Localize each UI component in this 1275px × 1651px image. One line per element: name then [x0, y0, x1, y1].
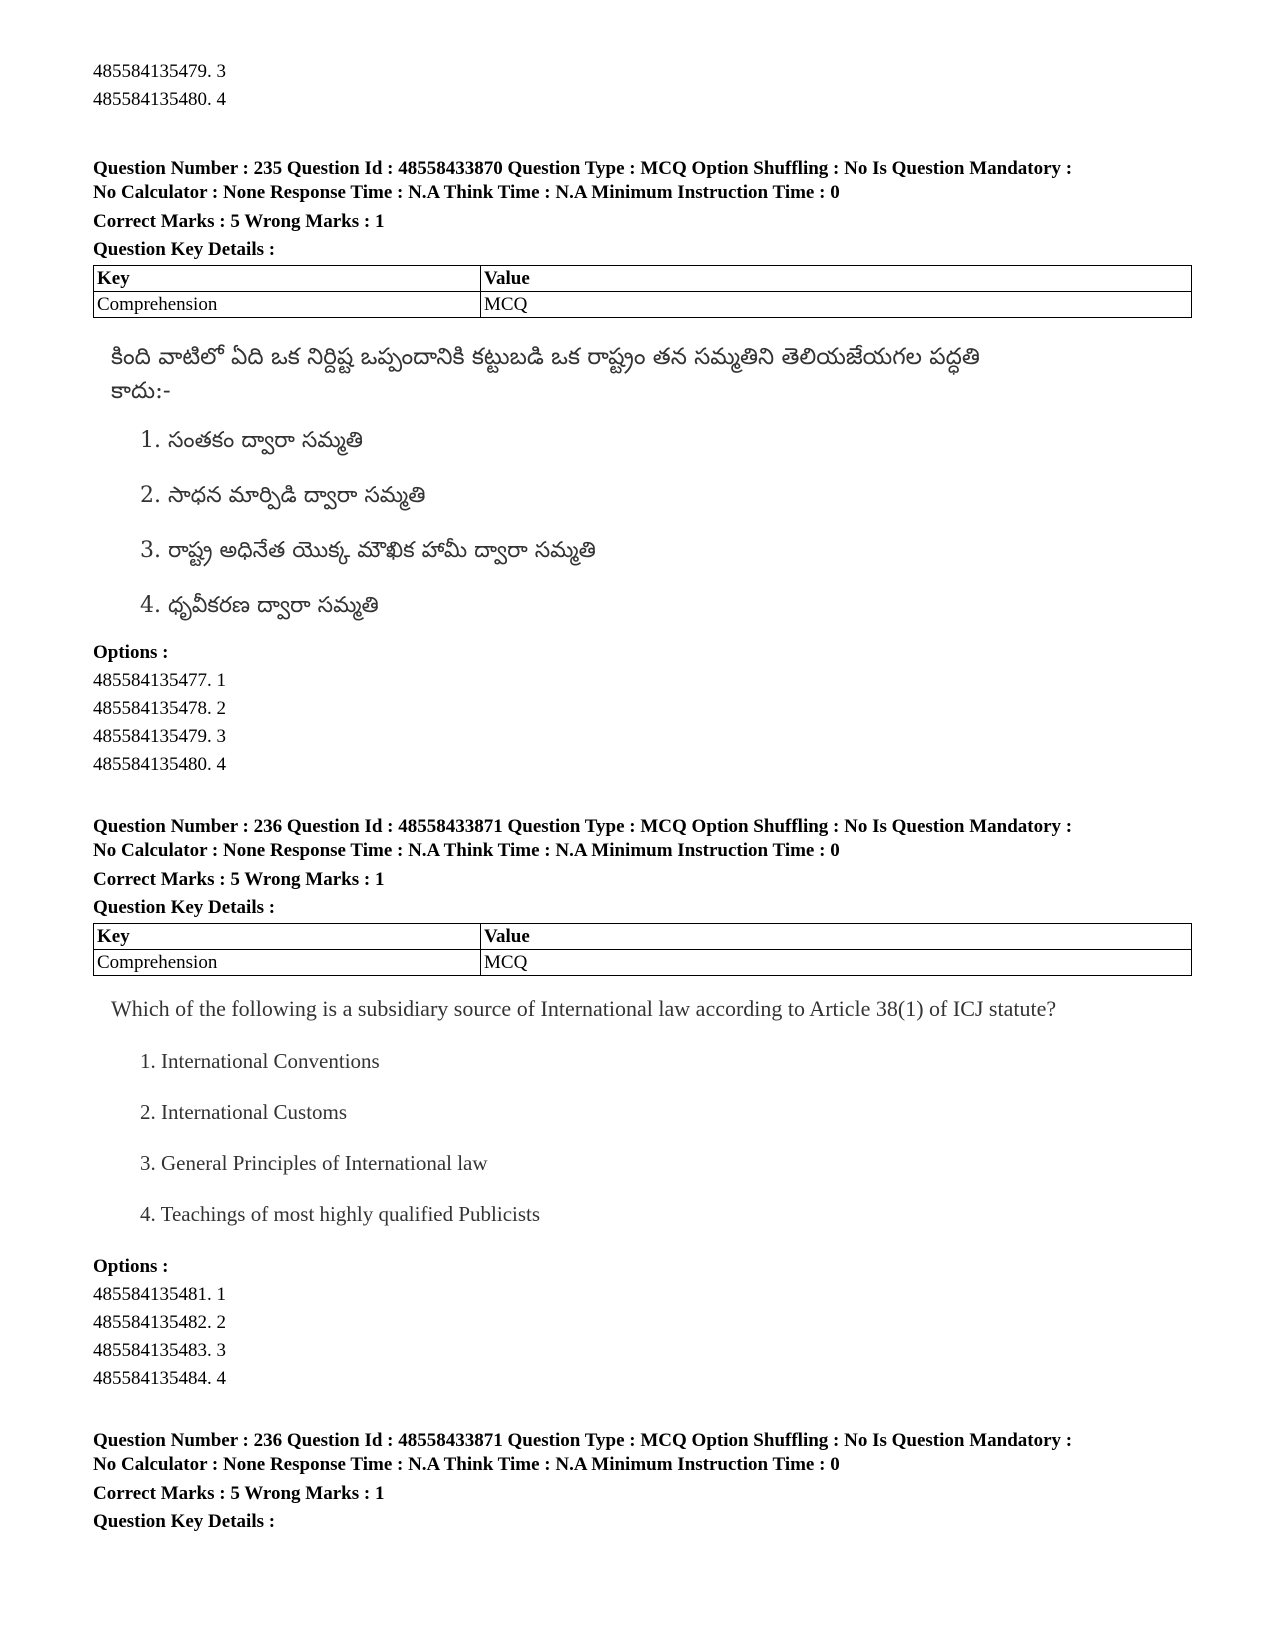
- key-header: Key: [94, 266, 481, 292]
- question-block-236-repeat: [93, 1429, 1193, 1536]
- question-block-236: [93, 815, 1193, 1393]
- choice: 1. International Conventions: [140, 1049, 380, 1073]
- option-id: 485584135481. 1: [93, 1284, 226, 1305]
- key-details-table: [93, 923, 1192, 976]
- table-header-row: [94, 924, 1192, 950]
- question-text: కింది వాటిలో ఏది ఒక నిర్దిష్ట ఒప్పందానికి కట్టుబడి ఒక రాష్ట్రం తన సమ్మతిని తెలియజేయగల పద్ధతి: [111, 344, 980, 370]
- marks: Correct Marks : 5 Wrong Marks : 1: [93, 1483, 385, 1504]
- table-row: [94, 292, 1192, 318]
- question-header-line1: Question Number : 236 Question Id : 48558433871 Question Type : MCQ Option Shuffling : No Is Question Mandatory :: [93, 1430, 1073, 1451]
- choice: 2. సాధన మార్పిడి ద్వారా సమ్మతి: [140, 483, 426, 508]
- option-id: 485584135480. 4: [93, 89, 226, 110]
- question-header-line1: Question Number : 235 Question Id : 48558433870 Question Type : MCQ Option Shuffling : No Is Question Mandatory :: [93, 158, 1073, 179]
- table-header-row: [94, 266, 1192, 292]
- key-header: Key: [94, 924, 481, 950]
- key-details-table: [93, 265, 1192, 318]
- question-image: [93, 340, 1193, 621]
- question-image: [93, 992, 1193, 1229]
- value-header: Value: [481, 266, 1192, 292]
- key-details-label: Question Key Details :: [93, 239, 276, 260]
- document-page: [93, 58, 1193, 1536]
- carryover-options: [93, 58, 1193, 114]
- question-text-cont: కాదు:-: [111, 378, 171, 404]
- value-header: Value: [481, 924, 1192, 950]
- option-id: 485584135479. 3: [93, 726, 226, 747]
- options-label: Options :: [93, 642, 169, 663]
- key-cell: Comprehension: [94, 292, 481, 318]
- question-header-line1: Question Number : 236 Question Id : 48558433871 Question Type : MCQ Option Shuffling : No Is Question Mandatory :: [93, 816, 1073, 837]
- value-cell: MCQ: [481, 950, 1192, 976]
- question-header-line2: No Calculator : None Response Time : N.A Think Time : N.A Minimum Instruction Time : 0: [93, 840, 840, 861]
- option-id: 485584135478. 2: [93, 698, 226, 719]
- key-cell: Comprehension: [94, 950, 481, 976]
- key-details-label: Question Key Details :: [93, 1511, 276, 1532]
- options-label: Options :: [93, 1256, 169, 1277]
- choice: 4. ధృవీకరణ ద్వారా సమ్మతి: [140, 593, 379, 618]
- choice: 3. రాష్ట్ర అధినేత యొక్క మౌఖిక హామీ ద్వారా సమ్మతి: [140, 538, 596, 563]
- marks: Correct Marks : 5 Wrong Marks : 1: [93, 211, 385, 232]
- question-block-235: [93, 157, 1193, 779]
- choice: 3. General Principles of International law: [140, 1151, 488, 1175]
- choice: 4. Teachings of most highly qualified Publicists: [140, 1202, 541, 1226]
- option-id: 485584135480. 4: [93, 754, 226, 775]
- value-cell: MCQ: [481, 292, 1192, 318]
- question-header-line2: No Calculator : None Response Time : N.A Think Time : N.A Minimum Instruction Time : 0: [93, 1454, 840, 1475]
- question-text: Which of the following is a subsidiary source of International law according to Article 38(1) of ICJ statute?: [111, 996, 1057, 1021]
- choice: 2. International Customs: [140, 1100, 348, 1124]
- choice: 1. సంతకం ద్వారా సమ్మతి: [140, 428, 363, 453]
- marks: Correct Marks : 5 Wrong Marks : 1: [93, 869, 385, 890]
- question-header-line2: No Calculator : None Response Time : N.A Think Time : N.A Minimum Instruction Time : 0: [93, 182, 840, 203]
- key-details-label: Question Key Details :: [93, 897, 276, 918]
- option-id: 485584135483. 3: [93, 1340, 226, 1361]
- option-id: 485584135479. 3: [93, 61, 226, 82]
- option-id: 485584135484. 4: [93, 1368, 226, 1389]
- table-row: [94, 950, 1192, 976]
- option-id: 485584135477. 1: [93, 670, 226, 691]
- option-id: 485584135482. 2: [93, 1312, 226, 1333]
